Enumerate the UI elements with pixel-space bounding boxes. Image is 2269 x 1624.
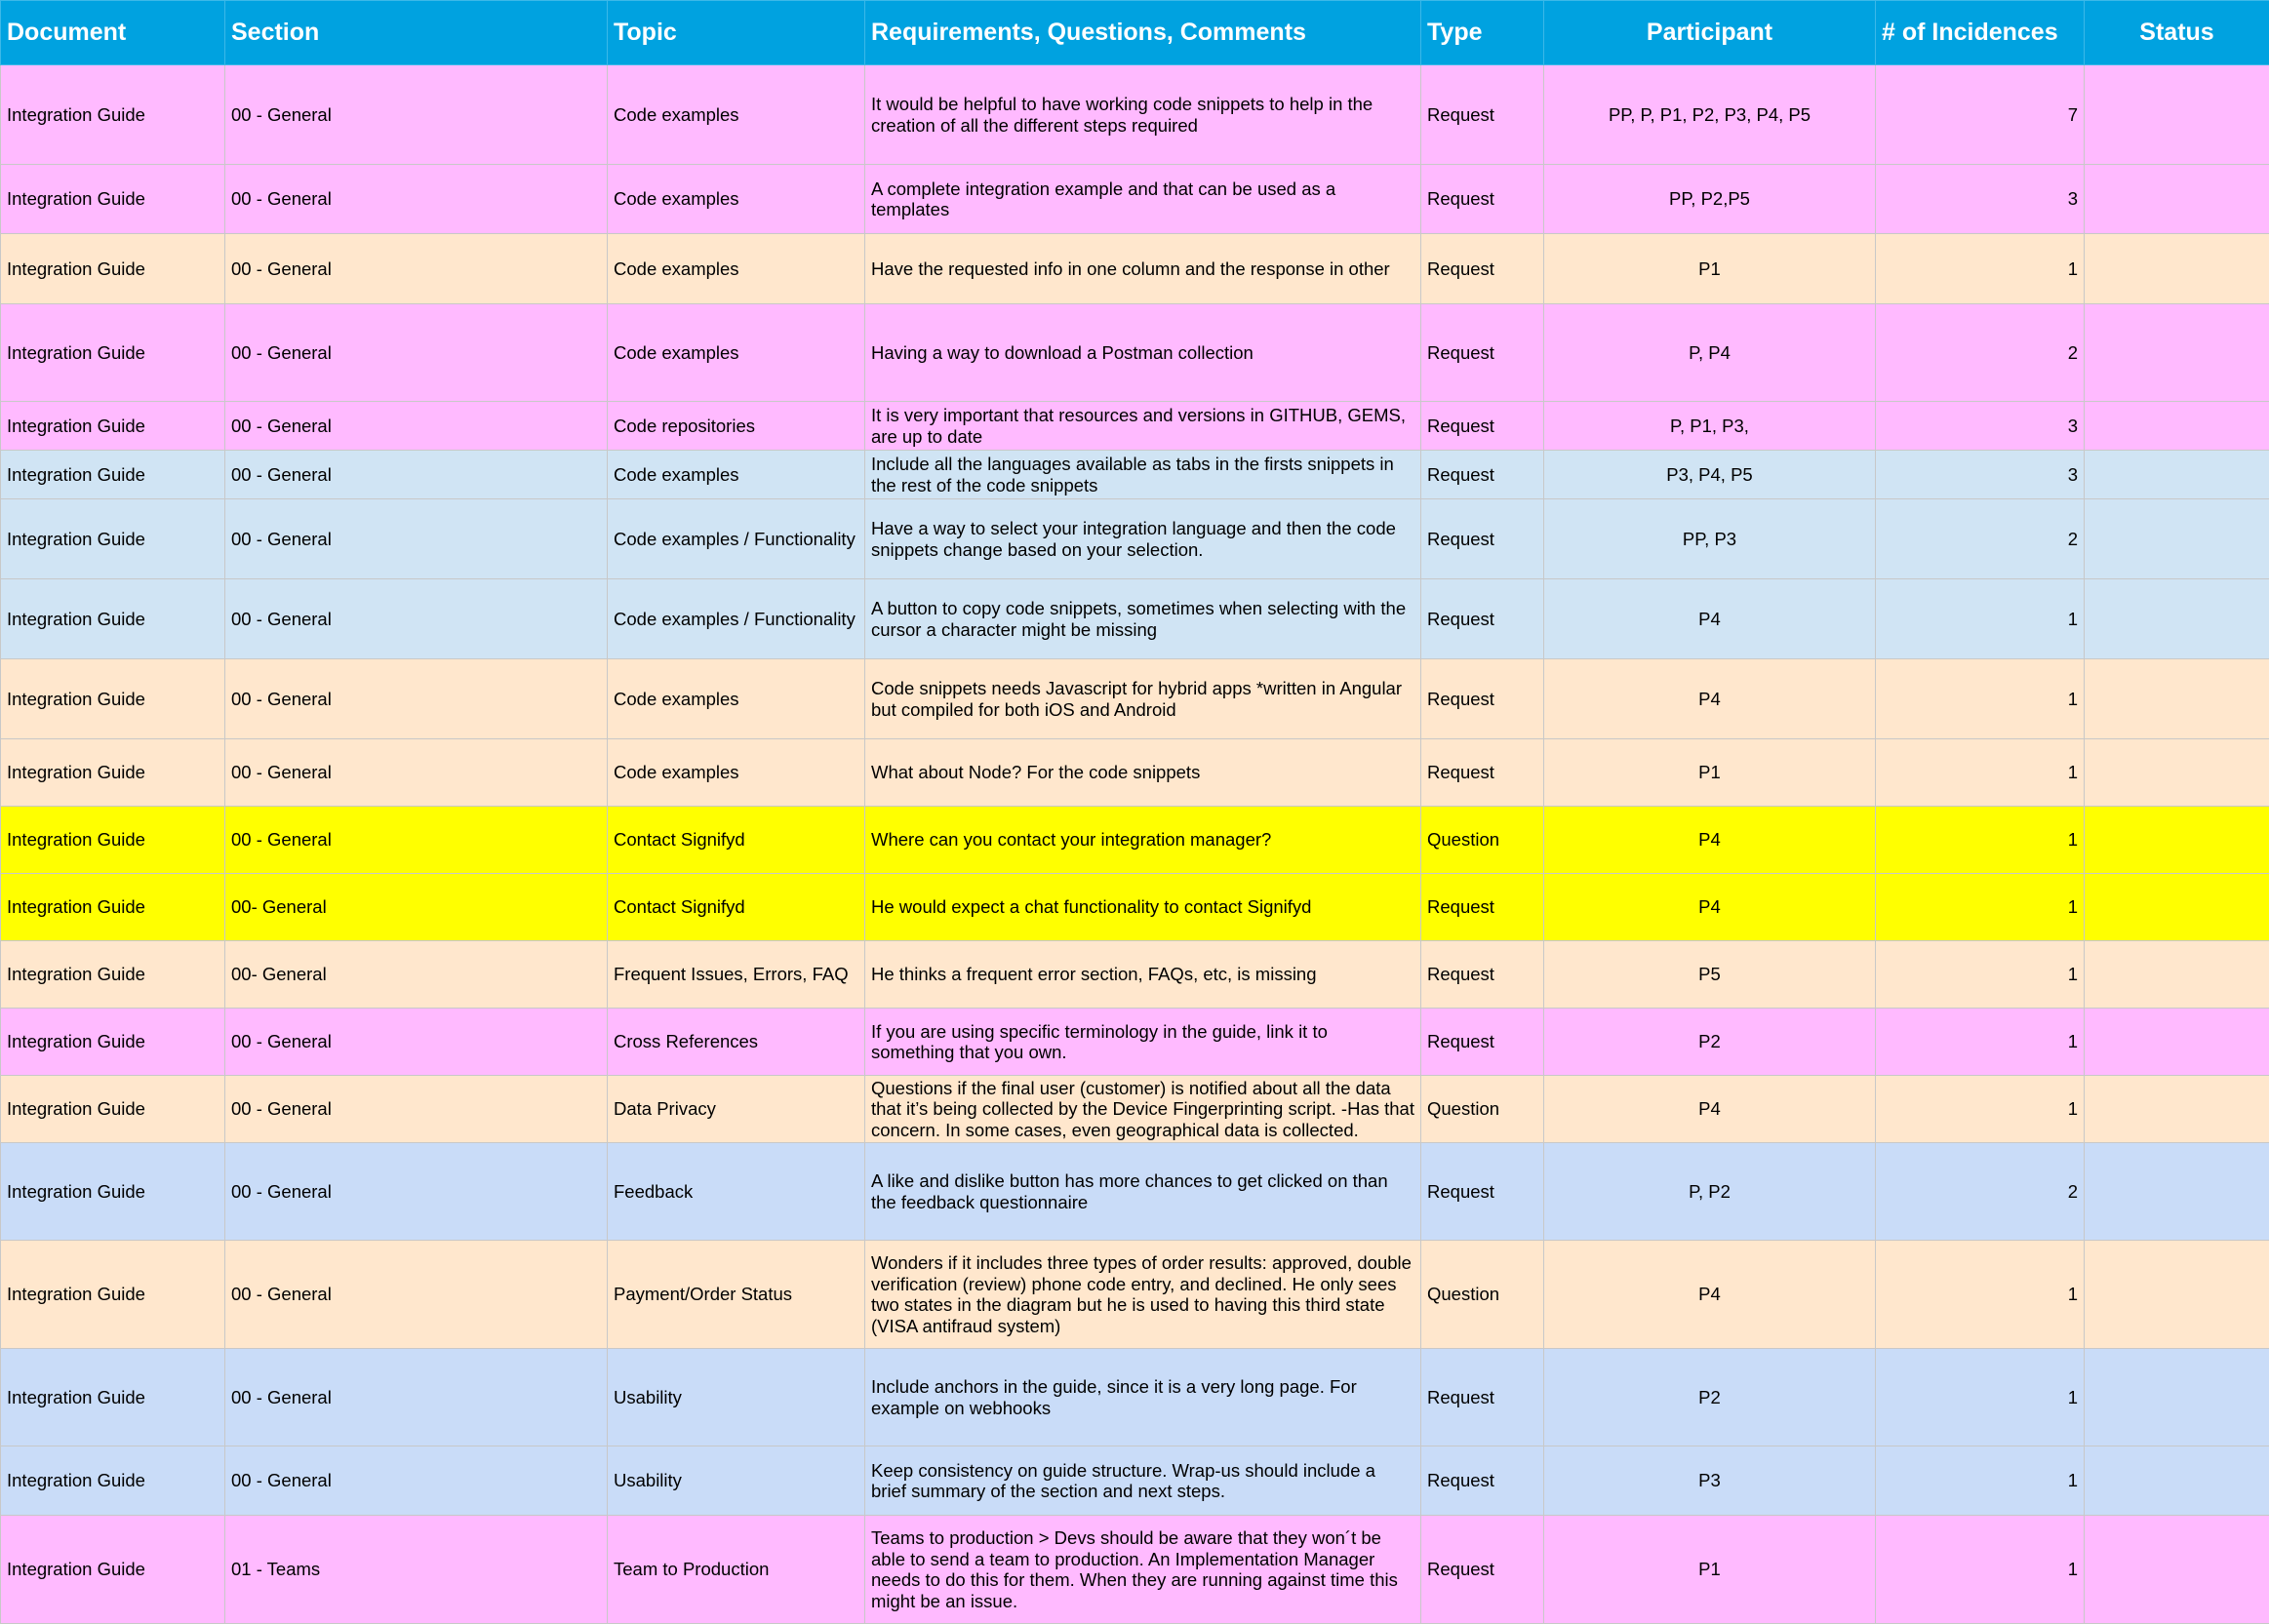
cell-section[interactable]: 00 - General [225, 1076, 608, 1143]
cell-participant[interactable]: P4 [1544, 1076, 1876, 1143]
cell-incidences[interactable]: 7 [1876, 65, 2085, 165]
cell-participant[interactable]: P1 [1544, 1516, 1876, 1624]
cell-comment[interactable]: Include anchors in the guide, since it is a very long page. For example on webhooks [865, 1349, 1421, 1446]
cell-document[interactable]: Integration Guide [1, 941, 225, 1009]
cell-incidences[interactable]: 3 [1876, 402, 2085, 451]
cell-document[interactable]: Integration Guide [1, 234, 225, 304]
column-header-comments[interactable]: Requirements, Questions, Comments [865, 1, 1421, 65]
cell-section[interactable]: 00 - General [225, 1241, 608, 1349]
cell-document[interactable]: Integration Guide [1, 1516, 225, 1624]
cell-type[interactable]: Request [1421, 304, 1544, 402]
cell-comment[interactable]: Have the requested info in one column and the response in other [865, 234, 1421, 304]
cell-topic[interactable]: Frequent Issues, Errors, FAQ [608, 941, 865, 1009]
cell-type[interactable]: Request [1421, 579, 1544, 659]
cell-section[interactable]: 00 - General [225, 234, 608, 304]
cell-document[interactable]: Integration Guide [1, 739, 225, 807]
cell-participant[interactable]: P3 [1544, 1446, 1876, 1516]
cell-type[interactable]: Question [1421, 1241, 1544, 1349]
cell-comment[interactable]: Questions if the final user (customer) is notified about all the data that it’s being collected by the Device Fingerprinting script. -Has that concern. In some cases, even geographical data is collected. [865, 1076, 1421, 1143]
table-row [1, 451, 2269, 499]
cell-comment[interactable]: A button to copy code snippets, sometimes when selecting with the cursor a character might be missing [865, 579, 1421, 659]
cell-incidences[interactable]: 1 [1876, 1349, 2085, 1446]
cell-participant[interactable]: P, P4 [1544, 304, 1876, 402]
cell-section[interactable]: 00 - General [225, 451, 608, 499]
cell-document[interactable]: Integration Guide [1, 165, 225, 234]
table-row [1, 499, 2269, 579]
cell-comment[interactable]: It would be helpful to have working code snippets to help in the creation of all the different steps required [865, 65, 1421, 165]
cell-type[interactable]: Request [1421, 499, 1544, 579]
cell-topic[interactable]: Cross References [608, 1009, 865, 1076]
cell-status[interactable] [2085, 941, 2269, 1009]
cell-comment[interactable]: Wonders if it includes three types of order results: approved, double verification (review) phone code entry, and declined. He only sees two states in the diagram but he is used to having this third state (VISA antifraud system) [865, 1241, 1421, 1349]
cell-topic[interactable]: Code examples [608, 451, 865, 499]
cell-section[interactable]: 00 - General [225, 739, 608, 807]
cell-type[interactable]: Request [1421, 1143, 1544, 1241]
cell-participant[interactable]: P3, P4, P5 [1544, 451, 1876, 499]
cell-incidences[interactable]: 2 [1876, 304, 2085, 402]
cell-comment[interactable]: If you are using specific terminology in the guide, link it to something that you own. [865, 1009, 1421, 1076]
cell-participant[interactable]: P4 [1544, 807, 1876, 874]
cell-status[interactable] [2085, 1009, 2269, 1076]
cell-topic[interactable]: Code repositories [608, 402, 865, 451]
cell-comment[interactable]: Where can you contact your integration manager? [865, 807, 1421, 874]
cell-section[interactable]: 00 - General [225, 165, 608, 234]
cell-document[interactable]: Integration Guide [1, 1349, 225, 1446]
cell-comment[interactable]: Having a way to download a Postman collection [865, 304, 1421, 402]
cell-status[interactable] [2085, 1241, 2269, 1349]
table-row [1, 165, 2269, 234]
cell-document[interactable]: Integration Guide [1, 499, 225, 579]
cell-section[interactable]: 01 - Teams [225, 1516, 608, 1624]
cell-participant[interactable]: P, P1, P3, [1544, 402, 1876, 451]
cell-type[interactable]: Request [1421, 1349, 1544, 1446]
cell-document[interactable]: Integration Guide [1, 1076, 225, 1143]
cell-incidences[interactable]: 1 [1876, 659, 2085, 739]
cell-status[interactable] [2085, 65, 2269, 165]
cell-topic[interactable]: Team to Production [608, 1516, 865, 1624]
cell-participant[interactable]: P, P2 [1544, 1143, 1876, 1241]
cell-topic[interactable]: Code examples [608, 659, 865, 739]
cell-section[interactable]: 00 - General [225, 402, 608, 451]
cell-status[interactable] [2085, 1143, 2269, 1241]
cell-type[interactable]: Request [1421, 451, 1544, 499]
cell-type[interactable]: Request [1421, 65, 1544, 165]
cell-status[interactable] [2085, 304, 2269, 402]
cell-status[interactable] [2085, 499, 2269, 579]
cell-topic[interactable]: Usability [608, 1349, 865, 1446]
cell-document[interactable]: Integration Guide [1, 1143, 225, 1241]
cell-document[interactable]: Integration Guide [1, 1446, 225, 1516]
cell-participant[interactable]: P4 [1544, 659, 1876, 739]
cell-incidences[interactable]: 3 [1876, 165, 2085, 234]
cell-status[interactable] [2085, 1446, 2269, 1516]
cell-comment[interactable]: He thinks a frequent error section, FAQs, etc, is missing [865, 941, 1421, 1009]
cell-comment[interactable]: Include all the languages available as tabs in the firsts snippets in the rest of the code snippets [865, 451, 1421, 499]
cell-topic[interactable]: Feedback [608, 1143, 865, 1241]
cell-comment[interactable]: Code snippets needs Javascript for hybrid apps *written in Angular but compiled for both iOS and Android [865, 659, 1421, 739]
cell-document[interactable]: Integration Guide [1, 579, 225, 659]
cell-section[interactable]: 00 - General [225, 499, 608, 579]
cell-topic[interactable]: Payment/Order Status [608, 1241, 865, 1349]
table-row [1, 579, 2269, 659]
column-header-type[interactable]: Type [1421, 1, 1544, 65]
table-row [1, 234, 2269, 304]
cell-participant[interactable]: P1 [1544, 739, 1876, 807]
cell-status[interactable] [2085, 165, 2269, 234]
cell-topic[interactable]: Code examples / Functionality [608, 499, 865, 579]
cell-document[interactable]: Integration Guide [1, 807, 225, 874]
table-row [1, 1143, 2269, 1241]
cell-section[interactable]: 00 - General [225, 579, 608, 659]
table-row [1, 65, 2269, 165]
cell-type[interactable]: Question [1421, 807, 1544, 874]
cell-section[interactable]: 00 - General [225, 807, 608, 874]
column-header-incidences[interactable]: # of Incidences [1876, 1, 2085, 65]
cell-status[interactable] [2085, 1349, 2269, 1446]
cell-comment[interactable]: What about Node? For the code snippets [865, 739, 1421, 807]
cell-incidences[interactable]: 2 [1876, 1143, 2085, 1241]
cell-topic[interactable]: Usability [608, 1446, 865, 1516]
table-row [1, 739, 2269, 807]
cell-document[interactable]: Integration Guide [1, 451, 225, 499]
cell-type[interactable]: Request [1421, 659, 1544, 739]
cell-status[interactable] [2085, 659, 2269, 739]
table-row [1, 1241, 2269, 1349]
table-row [1, 807, 2269, 874]
cell-type[interactable]: Request [1421, 402, 1544, 451]
cell-incidences[interactable]: 1 [1876, 874, 2085, 941]
cell-type[interactable]: Request [1421, 1516, 1544, 1624]
cell-section[interactable]: 00 - General [225, 1143, 608, 1241]
cell-document[interactable]: Integration Guide [1, 304, 225, 402]
column-header-status[interactable]: Status [2085, 1, 2269, 65]
column-header-document[interactable]: Document [1, 1, 225, 65]
table-row [1, 1076, 2269, 1143]
cell-document[interactable]: Integration Guide [1, 874, 225, 941]
cell-status[interactable] [2085, 1076, 2269, 1143]
cell-type[interactable]: Request [1421, 1009, 1544, 1076]
cell-type[interactable]: Request [1421, 874, 1544, 941]
cell-section[interactable]: 00- General [225, 874, 608, 941]
table-row [1, 874, 2269, 941]
column-header-participant[interactable]: Participant [1544, 1, 1876, 65]
table-row [1, 1516, 2269, 1624]
table-row [1, 659, 2269, 739]
cell-comment[interactable]: Have a way to select your integration language and then the code snippets change based on your selection. [865, 499, 1421, 579]
header-row [1, 1, 2269, 65]
cell-document[interactable]: Integration Guide [1, 1241, 225, 1349]
cell-incidences[interactable]: 1 [1876, 1516, 2085, 1624]
column-header-topic[interactable]: Topic [608, 1, 865, 65]
cell-topic[interactable]: Contact Signifyd [608, 874, 865, 941]
cell-incidences[interactable]: 1 [1876, 234, 2085, 304]
table-row [1, 304, 2269, 402]
cell-status[interactable] [2085, 234, 2269, 304]
cell-participant[interactable]: P4 [1544, 1241, 1876, 1349]
table-row [1, 1009, 2269, 1076]
cell-type[interactable]: Request [1421, 165, 1544, 234]
cell-topic[interactable]: Code examples [608, 165, 865, 234]
cell-section[interactable]: 00 - General [225, 1009, 608, 1076]
cell-participant[interactable]: PP, P, P1, P2, P3, P4, P5 [1544, 65, 1876, 165]
cell-section[interactable]: 00 - General [225, 1349, 608, 1446]
cell-comment[interactable]: A like and dislike button has more chances to get clicked on than the feedback questionnaire [865, 1143, 1421, 1241]
cell-participant[interactable]: PP, P2,P5 [1544, 165, 1876, 234]
cell-section[interactable]: 00 - General [225, 659, 608, 739]
cell-topic[interactable]: Code examples [608, 739, 865, 807]
cell-comment[interactable]: It is very important that resources and versions in GITHUB, GEMS, are up to date [865, 402, 1421, 451]
cell-section[interactable]: 00 - General [225, 65, 608, 165]
cell-type[interactable]: Request [1421, 739, 1544, 807]
cell-type[interactable]: Question [1421, 1076, 1544, 1143]
cell-comment[interactable]: He would expect a chat functionality to contact Signifyd [865, 874, 1421, 941]
cell-topic[interactable]: Contact Signifyd [608, 807, 865, 874]
cell-incidences[interactable]: 1 [1876, 1241, 2085, 1349]
table-row [1, 1349, 2269, 1446]
cell-status[interactable] [2085, 451, 2269, 499]
cell-participant[interactable]: P2 [1544, 1349, 1876, 1446]
table-row [1, 941, 2269, 1009]
cell-incidences[interactable]: 1 [1876, 1076, 2085, 1143]
cell-topic[interactable]: Code examples / Functionality [608, 579, 865, 659]
cell-comment[interactable]: Keep consistency on guide structure. Wrap-us should include a brief summary of the section and next steps. [865, 1446, 1421, 1516]
cell-topic[interactable]: Code examples [608, 65, 865, 165]
cell-status[interactable] [2085, 579, 2269, 659]
cell-section[interactable]: 00 - General [225, 304, 608, 402]
cell-topic[interactable]: Code examples [608, 234, 865, 304]
cell-incidences[interactable]: 1 [1876, 579, 2085, 659]
cell-incidences[interactable]: 2 [1876, 499, 2085, 579]
cell-type[interactable]: Request [1421, 941, 1544, 1009]
cell-comment[interactable]: A complete integration example and that can be used as a templates [865, 165, 1421, 234]
cell-status[interactable] [2085, 1516, 2269, 1624]
cell-section[interactable]: 00- General [225, 941, 608, 1009]
column-header-section[interactable]: Section [225, 1, 608, 65]
cell-status[interactable] [2085, 874, 2269, 941]
cell-incidences[interactable]: 3 [1876, 451, 2085, 499]
table-row [1, 402, 2269, 451]
cell-incidences[interactable]: 1 [1876, 1009, 2085, 1076]
cell-comment[interactable]: Teams to production > Devs should be aware that they won´t be able to send a team to production. An Implementation Manager needs to do this for them. When they are running against time this might be an issue. [865, 1516, 1421, 1624]
cell-document[interactable]: Integration Guide [1, 65, 225, 165]
cell-participant[interactable]: P4 [1544, 874, 1876, 941]
cell-status[interactable] [2085, 402, 2269, 451]
cell-topic[interactable]: Data Privacy [608, 1076, 865, 1143]
cell-incidences[interactable]: 1 [1876, 941, 2085, 1009]
cell-topic[interactable]: Code examples [608, 304, 865, 402]
cell-incidences[interactable]: 1 [1876, 739, 2085, 807]
cell-document[interactable]: Integration Guide [1, 1009, 225, 1076]
cell-type[interactable]: Request [1421, 1446, 1544, 1516]
cell-type[interactable]: Request [1421, 234, 1544, 304]
cell-participant[interactable]: PP, P3 [1544, 499, 1876, 579]
cell-participant[interactable]: P4 [1544, 579, 1876, 659]
cell-incidences[interactable]: 1 [1876, 807, 2085, 874]
cell-participant[interactable]: P5 [1544, 941, 1876, 1009]
cell-status[interactable] [2085, 739, 2269, 807]
cell-participant[interactable]: P2 [1544, 1009, 1876, 1076]
cell-status[interactable] [2085, 807, 2269, 874]
cell-section[interactable]: 00 - General [225, 1446, 608, 1516]
cell-document[interactable]: Integration Guide [1, 402, 225, 451]
cell-document[interactable]: Integration Guide [1, 659, 225, 739]
cell-incidences[interactable]: 1 [1876, 1446, 2085, 1516]
cell-participant[interactable]: P1 [1544, 234, 1876, 304]
table-row [1, 1446, 2269, 1516]
